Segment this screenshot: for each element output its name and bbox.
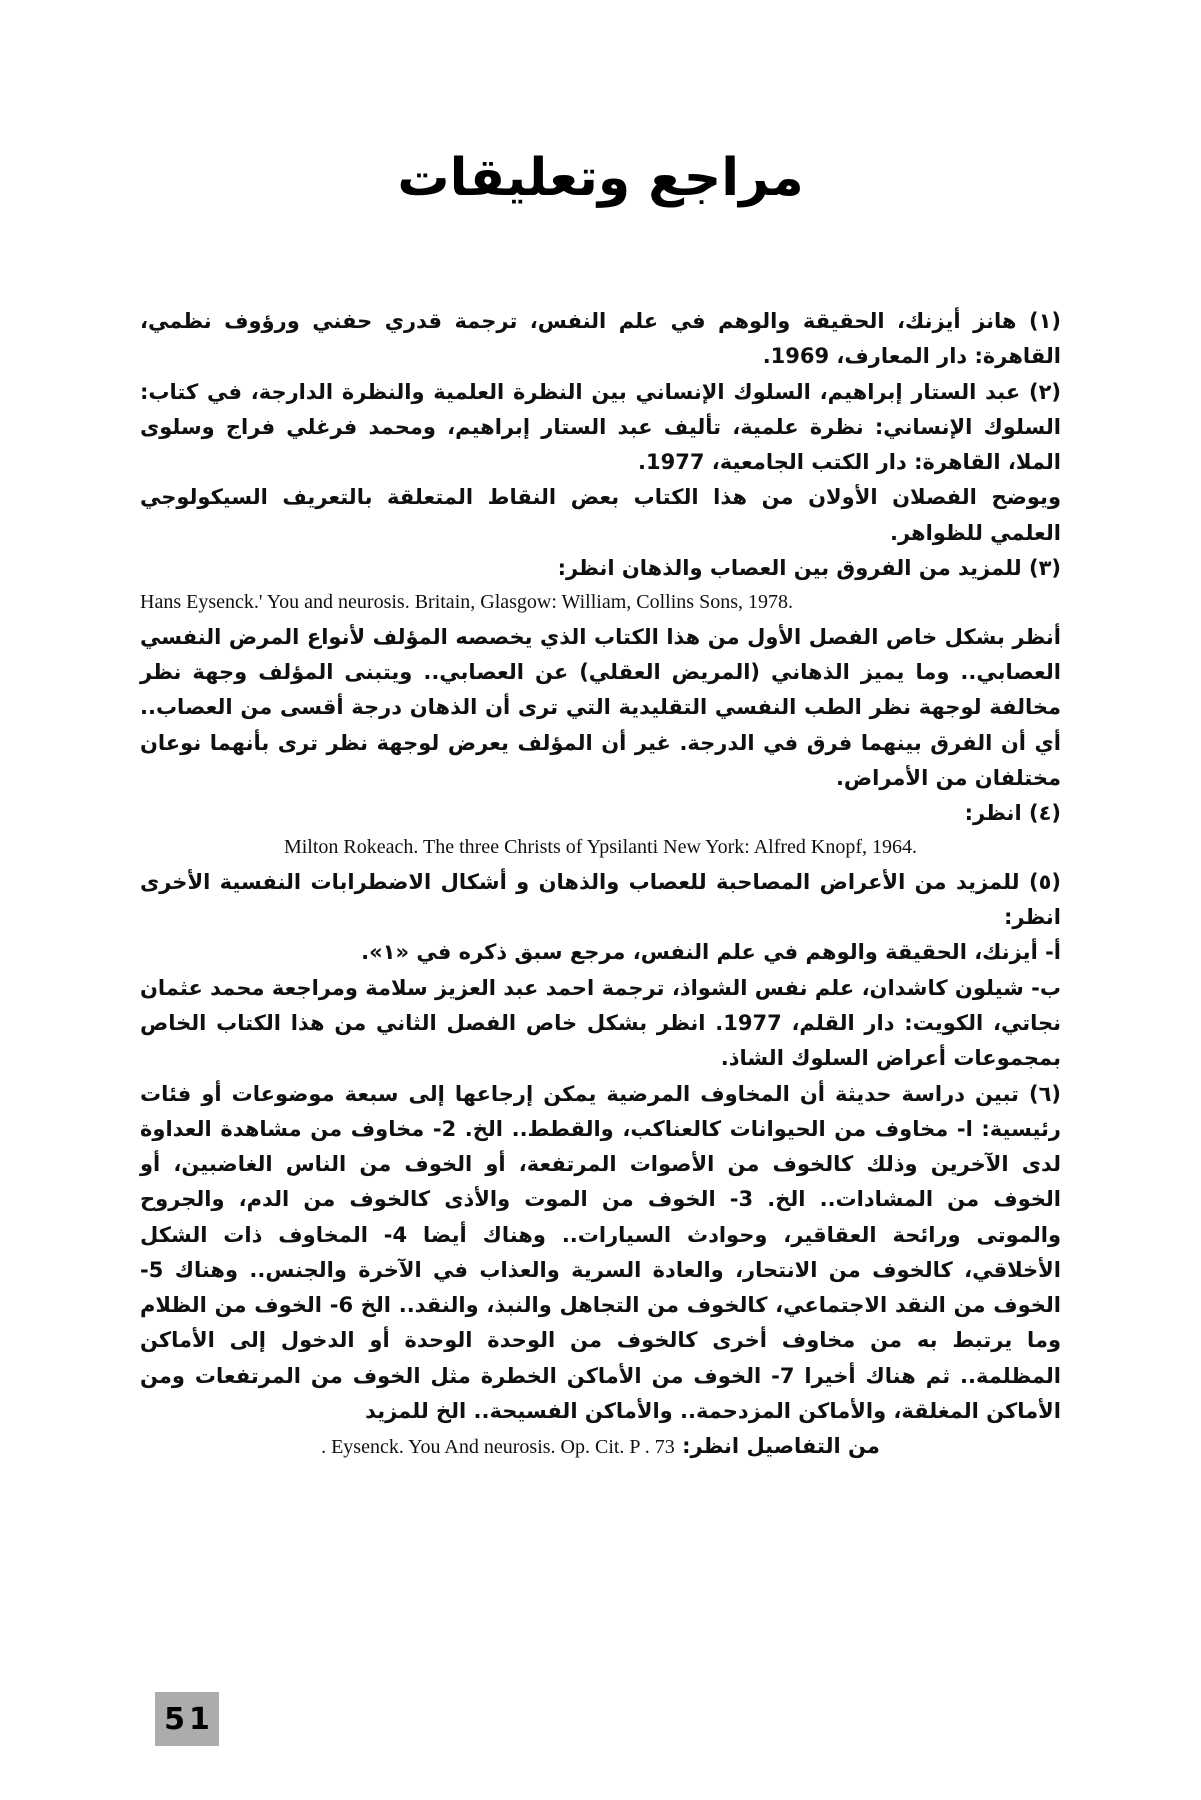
reference-5-item-b: ب- شيلون كاشدان، علم نفس الشواذ، ترجمة احمد عبد العزيز سلامة ومراجعة محمد عثمان نجاتي، الكويت: دار القلم، 1977. انظر بشكل خاص الفصل الثاني من هذا الكتاب الخاص بمجموعات أعراض السلوك الشاذ. bbox=[140, 975, 1062, 1071]
reference-5: (٥) للمزيد من الأعراض المصاحبة للعصاب والذهان و أشكال الاضطرابات النفسية الأخرى انظر: bbox=[140, 869, 1061, 930]
citation-eysenck-opcit: Eysenck. You And neurosis. Op. Cit. P . 73 . bbox=[321, 1436, 675, 1459]
reference-6-citation-arabic: من التفاصيل انظر: bbox=[682, 1434, 880, 1459]
reference-3: (٣) للمزيد من الفروق بين العصاب والذهان انظر: bbox=[557, 555, 1061, 580]
page-number: 51 bbox=[164, 1701, 214, 1737]
reference-5-item-a: أ- أيزنك، الحقيقة والوهم في علم النفس، مرجع سبق ذكره في «١». bbox=[361, 940, 1061, 965]
reference-6: (٦) تبين دراسة حديثة أن المخاوف المرضية يمكن إرجاعها إلى سبعة موضوعات أو فئات رئيسية: ا- مخاوف من الحيوانات كالعناكب، والقطط.. الخ. 2- مخاوف من مشاهدة العداوة لدى الآخرين وذلك كالخوف من الأصوات المرتفعة، أو الخوف من الناس الغاضبين، أو الخوف من المشادات.. الخ. 3- الخوف من الموت والأذى كالخوف من الدم، والجروح والموتى ورائحة العقاقير، وحوادث السيارات.. وهناك أيضا 4- المخاوف ذات الشكل الأخلاقي، كالخوف من الانتحار، والعادة السرية والعذاب في الآخرة والجنس.. وهناك 5- الخوف من النقد الاجتماعي، كالخوف من التجاهل والنبذ، والنقد.. الخ 6- الخوف من الظلام وما يرتبط به من مخاوف أخرى كالخوف من الوحدة الوحدة أو الدخول إلى الأماكن المظلمة.. ثم هناك أخيرا 7- الخوف من الأماكن الخطرة مثل الخوف من المرتفعات ومن الأماكن المغلقة، والأماكن المزدحمة.. والأماكن الفسيحة.. الخ للمزيد bbox=[140, 1081, 1062, 1423]
page-number-box bbox=[155, 1692, 219, 1746]
page-title: مراجع وتعليقات bbox=[397, 148, 804, 208]
references-body bbox=[140, 304, 1061, 1465]
reference-4: (٤) انظر: bbox=[964, 801, 1061, 826]
reference-2: (٢) عبد الستار إبراهيم، السلوك الإنساني بين النظرة العلمية والنظرة الدارجة، في كتاب: السلوك الإنساني: نظرة علمية، تأليف عبد الستار إبراهيم، ومحمد فرغلي فراج وسلوى الملا، القاهرة: دار الكتب الجامعية، 1977. bbox=[140, 379, 1061, 475]
citation-milton-rokeach: Milton Rokeach. The three Christs of Ypsilanti New York: Alfred Knopf, 1964. bbox=[283, 836, 918, 859]
reference-2-note: ويوضح الفصلان الأولان من هذا الكتاب بعض النقاط المتعلقة بالتعريف السيكولوجي العلمي للظواهر. bbox=[140, 485, 1061, 545]
reference-3-note: أنظر بشكل خاص الفصل الأول من هذا الكتاب الذي يخصصه المؤلف لأنواع المرض النفسي العصابي.. وما يميز الذهاني (المريض العقلي) عن العصابي.. ويتبنى المؤلف وجهة نظر مخالفة لوجهة نظر الطب النفسي التقليدية التي ترى أن الذهان درجة أقسى من العصاب.. أي أن الفرق بينهما فرق في الدرجة. غير أن المؤلف يعرض لوجهة نظر ترى بأنهما نوعان مختلفان من الأمراض. bbox=[140, 624, 1061, 790]
citation-hans-eysenck: Hans Eysenck.' You and neurosis. Britain, Glasgow: William, Collins Sons, 1978. bbox=[140, 591, 793, 614]
reference-6-citation bbox=[140, 1429, 1061, 1465]
reference-1: (١) هانز أيزنك، الحقيقة والوهم في علم النفس، ترجمة قدري حفني ورؤوف نظمي، القاهرة: دار المعارف، 1969. bbox=[140, 309, 1061, 369]
